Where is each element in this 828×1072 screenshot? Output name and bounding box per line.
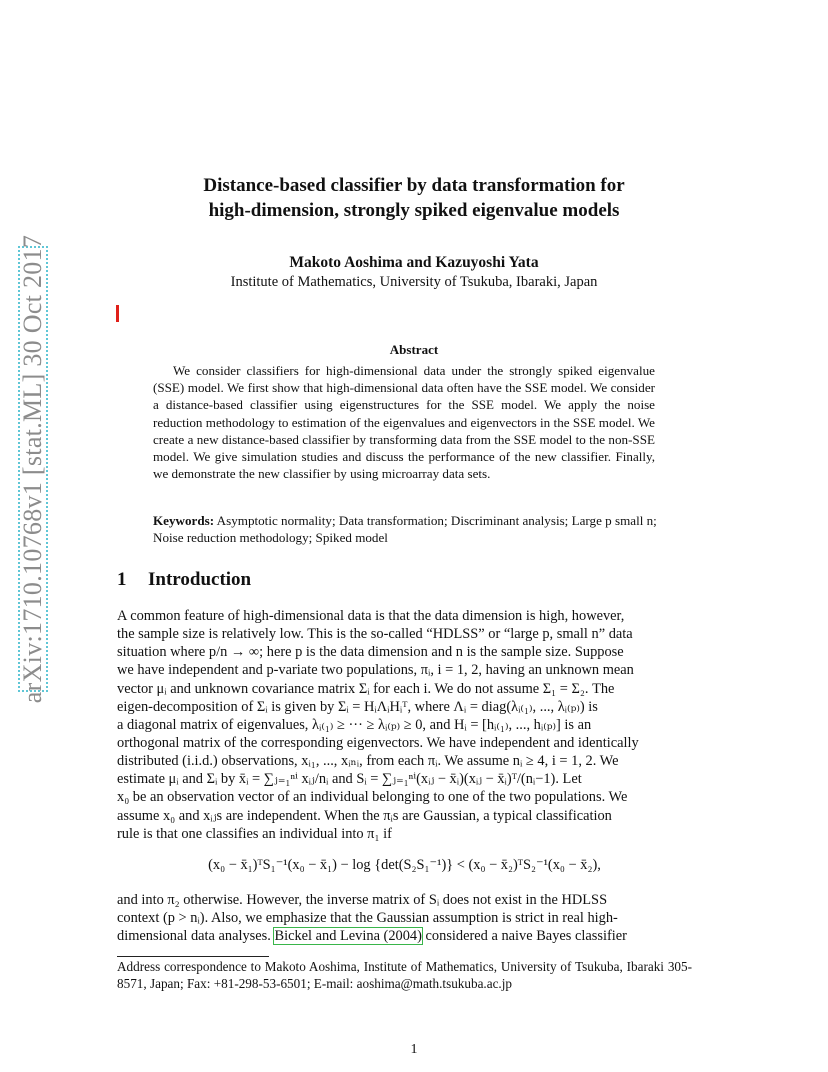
intro-line: the sample size is relatively low. This is the so-called “HDLSS” or “large p, small n” data bbox=[117, 626, 633, 643]
intro-line: a diagonal matrix of eigenvalues, λᵢ₍₁₎ ≥ ··· ≥ λᵢ₍ₚ₎ ≥ 0, and Hᵢ = [hᵢ₍₁₎, ..., hᵢ₍ₚ₎] is an bbox=[117, 716, 592, 733]
abstract-text: We consider classifiers for high-dimensional data under the strongly spiked eigenvalue (SSE) model. We first show that high-dimensional data often have the SSE model. We consider a distance-based classifier using eigenstructures for the SSE model. We apply the noise reduction methodology to estimation of the eigenvalues and eigenvectors in the SSE model. We create a new distance-based classifier by transforming data from the SSE model to the non-SSE model. We give simulation studies and discuss the performance of the new classifier. Finally, we demonstrate the new classifier by using microarray data sets. bbox=[153, 363, 655, 482]
intro-line: x₀ be an observation vector of an individual belonging to one of the two populations. We bbox=[117, 789, 628, 806]
continuation-line: and into π₂ otherwise. However, the inverse matrix of Sᵢ does not exist in the HDLSS bbox=[117, 892, 608, 908]
intro-line: rule is that one classifies an individual into π₁ if bbox=[117, 825, 392, 842]
affiliation: Institute of Mathematics, University of Tsukuba, Ibaraki, Japan bbox=[230, 274, 598, 290]
keywords bbox=[153, 512, 659, 546]
footnote: Address correspondence to Makoto Aoshima, Institute of Mathematics, University of Tsukuba, Ibaraki 305-8571, Japan; Fax: +81-298-53-6501; E-mail: aoshima@math.tsukuba.ac.jp bbox=[117, 959, 692, 992]
classification-equation: (x₀ − x̄₁)ᵀS₁⁻¹(x₀ − x̄₁) − log {det(S₂S₁⁻¹)} < (x₀ − x̄₂)ᵀS₂⁻¹(x₀ − x̄₂), bbox=[208, 857, 601, 873]
keywords-label: Keywords: bbox=[153, 513, 215, 528]
intro-paragraph bbox=[117, 607, 692, 843]
red-margin-mark bbox=[116, 305, 119, 322]
intro-line: orthogonal matrix of the corresponding eigenvectors. We have independent and identically bbox=[117, 734, 639, 751]
continuation-line-3 bbox=[117, 927, 692, 945]
line3-start: dimensional data analyses. bbox=[117, 928, 275, 945]
continuation-paragraph bbox=[117, 891, 692, 945]
keywords-text: Asymptotic normality; Data transformation; Discriminant analysis; Large p small n; Noise reduction methodology; Spiked model bbox=[153, 513, 657, 546]
section-heading bbox=[117, 569, 251, 591]
intro-line: we have independent and p-variate two populations, πᵢ, i = 1, 2, having an unknown mean bbox=[117, 662, 634, 679]
intro-line: situation where p/n → ∞; here p is the data dimension and n is the sample size. Suppose bbox=[117, 644, 624, 661]
title-line-2: high-dimension, strongly spiked eigenvalue models bbox=[208, 200, 620, 221]
intro-line: estimate μᵢ and Σᵢ by x̄ᵢ = ∑ⱼ₌₁ⁿⁱ xᵢⱼ/nᵢ and Sᵢ = ∑ⱼ₌₁ⁿⁱ(xᵢⱼ − x̄ᵢ)(xᵢⱼ − x̄ᵢ)ᵀ/(nᵢ−1). Let bbox=[117, 771, 582, 788]
intro-line: eigen-decomposition of Σᵢ is given by Σᵢ = HᵢΛᵢHᵢᵀ, where Λᵢ = diag(λᵢ₍₁₎, ..., λᵢ₍ₚ₎) is bbox=[117, 698, 598, 715]
footnote-rule bbox=[117, 956, 269, 957]
citation-link[interactable]: Bickel and Levina (2004) bbox=[274, 928, 422, 945]
section-number: 1 bbox=[117, 569, 127, 590]
intro-line: A common feature of high-dimensional data is that the data dimension is high, however, bbox=[117, 608, 625, 624]
authors: Makoto Aoshima and Kazuyoshi Yata bbox=[289, 254, 539, 271]
title-line-1: Distance-based classifier by data transformation for bbox=[203, 175, 625, 196]
section-title: Introduction bbox=[148, 569, 252, 590]
page-number: 1 bbox=[410, 1042, 418, 1057]
paper-title bbox=[115, 173, 713, 223]
line3-end: considered a naive Bayes classifier bbox=[421, 928, 627, 945]
arxiv-identifier[interactable]: arXiv:1710.10768v1 [stat.ML] 30 Oct 2017 bbox=[18, 234, 47, 704]
intro-line: distributed (i.i.d.) observations, xᵢ₁, ..., xᵢₙᵢ, from each πᵢ. We assume nᵢ ≥ 4, i = 1, 2. We bbox=[117, 753, 619, 770]
intro-line: vector μᵢ and unknown covariance matrix Σᵢ for each i. We do not assume Σ₁ = Σ₂. The bbox=[117, 680, 615, 697]
abstract-heading: Abstract bbox=[389, 342, 439, 357]
continuation-line: context (p > nᵢ). Also, we emphasize that the Gaussian assumption is strict in real high- bbox=[117, 910, 618, 927]
intro-line: assume x₀ and xᵢⱼs are independent. When the πᵢs are Gaussian, a typical classification bbox=[117, 807, 612, 824]
